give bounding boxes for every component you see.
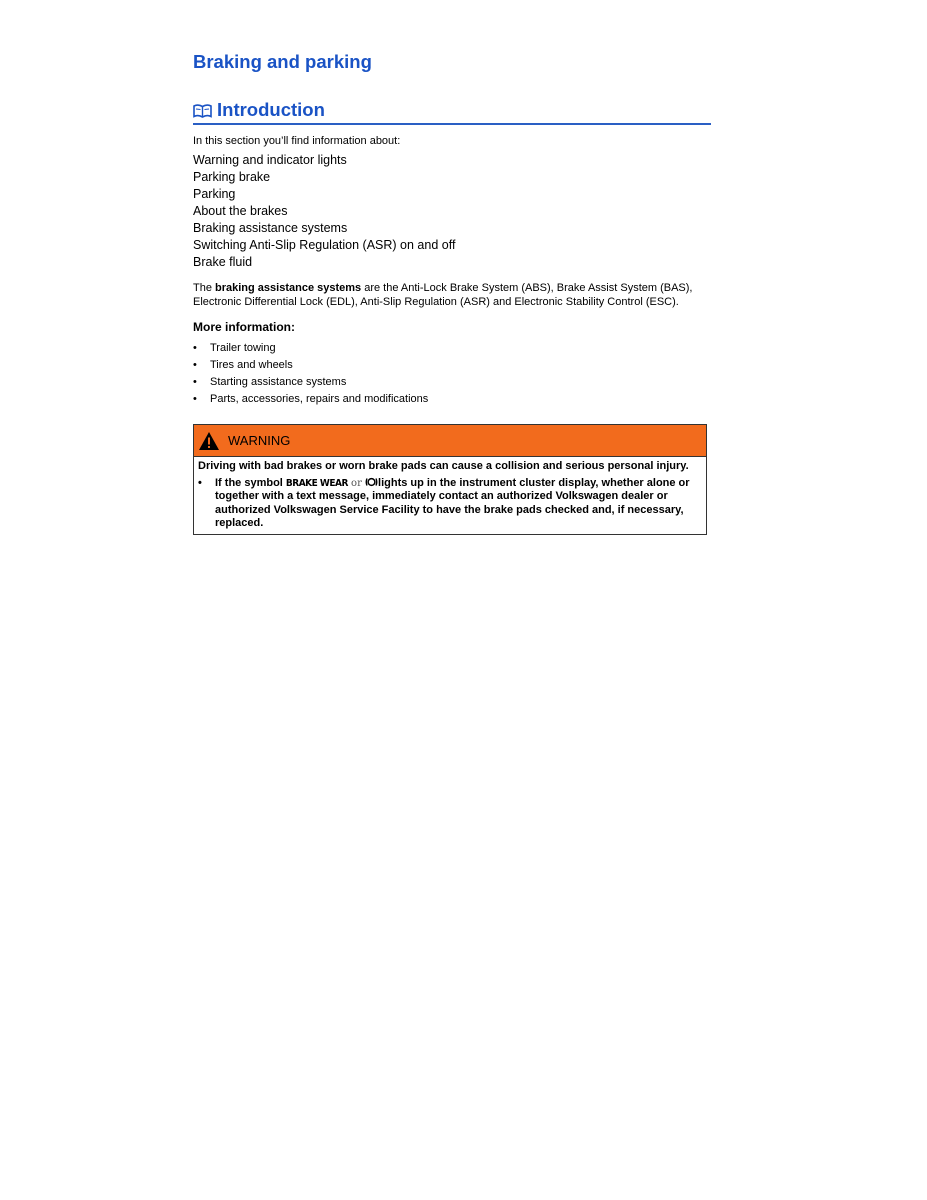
list-item-label: Tires and wheels <box>210 359 293 371</box>
bullet-icon: • <box>193 342 197 354</box>
topic-item: Switching Anti-Slip Regulation (ASR) on and off <box>193 238 456 252</box>
topic-item: Brake fluid <box>193 255 253 269</box>
more-info-label: More information: <box>193 320 295 334</box>
section-title: Introduction <box>217 99 325 120</box>
brake-wear-symbol: BRAKE WEAR <box>285 477 348 489</box>
list-item <box>193 391 711 408</box>
list-item <box>193 357 711 374</box>
warning-triangle-icon <box>198 431 220 451</box>
topic-item: Parking brake <box>193 170 271 184</box>
paragraph-prefix: The <box>193 282 216 294</box>
list-item <box>193 340 711 357</box>
warning-bullet-text <box>215 477 700 531</box>
section-header <box>193 98 711 125</box>
warning-bullet <box>198 477 700 531</box>
list-item <box>193 374 711 391</box>
chapter-title: Braking and parking <box>193 51 372 72</box>
warning-body <box>194 457 706 534</box>
topic-item: Parking <box>193 187 236 201</box>
assistance-systems-paragraph <box>193 282 703 309</box>
warning-bullet-suffix: lights up in the instrument cluster display, whether alone or together with a text message, immediately contact an authorized Volkswagen dealer or authorized Volkswagen Service Facility to have the brake pads checked and, if necessary, replaced. <box>215 476 690 529</box>
book-icon <box>193 104 212 118</box>
topic-list <box>193 152 711 271</box>
warning-bullet-prefix: If the symbol <box>215 476 286 489</box>
topic-item: About the brakes <box>193 204 288 218</box>
list-item-label: Trailer towing <box>210 342 276 354</box>
warning-lead: Driving with bad brakes or worn brake pads can cause a collision and serious personal injury. <box>198 460 689 472</box>
bullet-icon: • <box>198 476 202 489</box>
warning-header <box>194 425 706 457</box>
list-item-label: Starting assistance systems <box>210 376 347 388</box>
paragraph-suffix: are the Anti-Lock Brake System (ABS), Brake Assist System (BAS), Electronic Differential Lock (EDL), Anti-Slip Regulation (ASR) and Electronic Stability Control (ESC). <box>193 282 693 308</box>
topic-item: Warning and indicator lights <box>193 153 347 167</box>
symbol-or: or <box>347 477 366 489</box>
bullet-icon: • <box>193 376 197 388</box>
paragraph-bold-term: braking assistance systems <box>215 282 362 294</box>
topic-item: Braking assistance systems <box>193 221 348 235</box>
intro-line: In this section you’ll find information about: <box>193 135 401 147</box>
list-item-label: Parts, accessories, repairs and modifications <box>210 393 429 405</box>
warning-title: WARNING <box>228 433 291 448</box>
page-content <box>193 50 711 535</box>
bullet-icon: • <box>193 359 197 371</box>
more-info-list <box>193 340 711 408</box>
brake-pad-icon <box>365 477 378 487</box>
bullet-icon: • <box>193 393 197 405</box>
warning-box <box>193 424 707 535</box>
